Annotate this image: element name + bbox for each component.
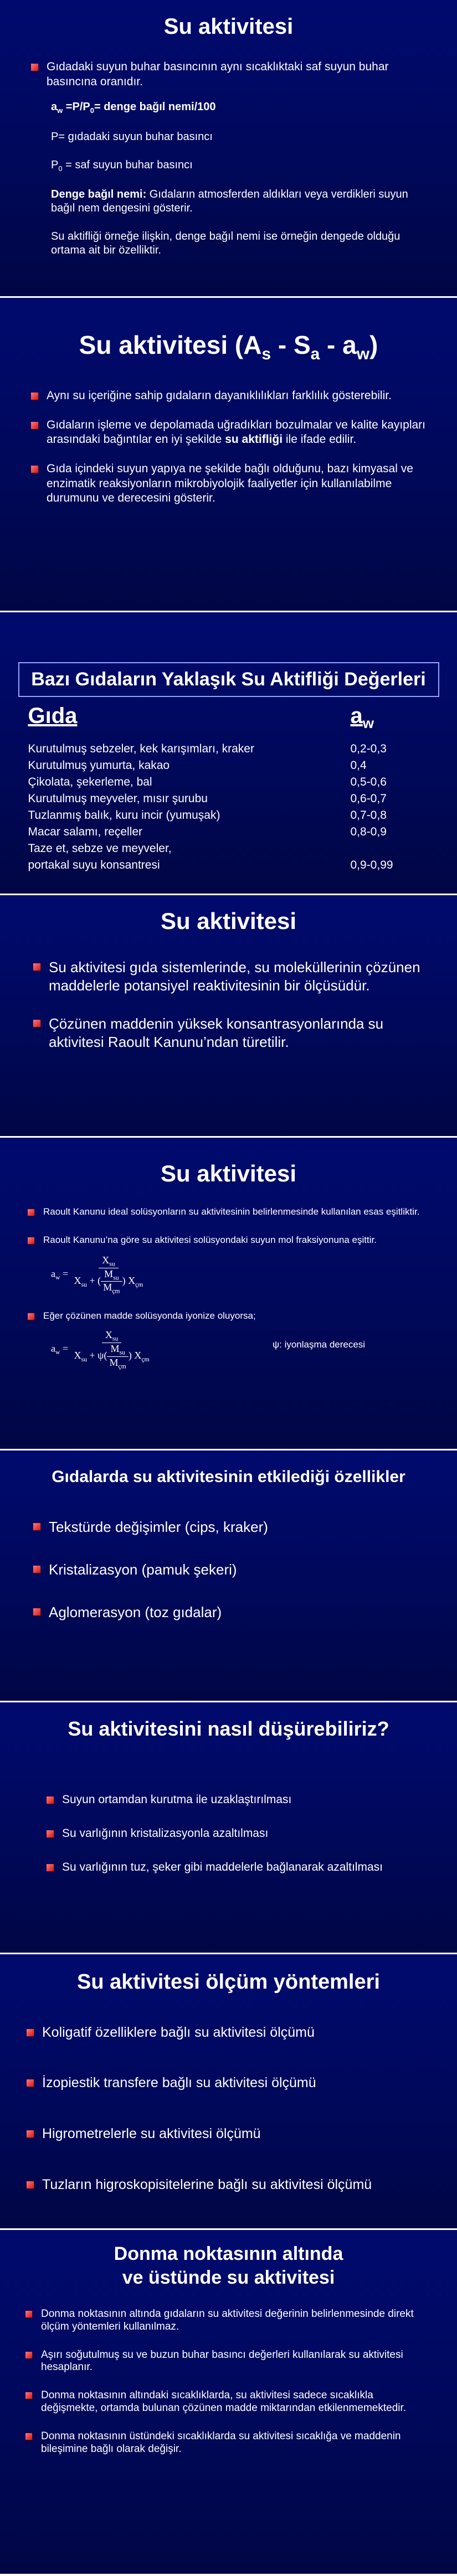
- aw-cell: 0,9-0,99: [350, 859, 393, 871]
- bullet-item: Gıdaların işleme ve depolamada uğradıkları bozulmalar ve kalite kayıpları arasındaki bağıntılar en iyi şekilde su aktifliği ile ifade edilir.: [31, 418, 433, 447]
- food-cell: Kurutulmuş yumurta, kakao: [28, 759, 170, 772]
- bullet-item: Aglomerasyon (toz gıdalar): [33, 1603, 433, 1622]
- slide-4: [0, 895, 457, 1136]
- table-row: [18, 791, 439, 807]
- bullet-item: Donma noktasının üstündeki sıcaklıklarda su aktivitesi sıcaklığa ve maddenin bileşimine bağlı olarak değişir.: [25, 2430, 433, 2456]
- slide-8: [0, 1954, 457, 2228]
- column-header-food: Gıda: [28, 704, 78, 728]
- bullet-item: Raoult Kanunu’na göre su aktivitesi solüsyondaki suyun mol fraksiyonuna eşittir.: [28, 1235, 433, 1246]
- table-header: [18, 704, 439, 732]
- slide-2: [0, 298, 457, 611]
- bullet-list: [0, 1206, 457, 1246]
- slide-9: [0, 2230, 457, 2574]
- table-row: [18, 807, 439, 824]
- ionized-formula: $a_w$ = $X_{su}$ $X_{su} + \psi$( $\frac{M_{su}}{M_{çm}}$ ) $X_{çm}$ ψ: iyonlaşma derecesi: [51, 1329, 366, 1370]
- bullet-item: Aşırı soğutulmuş su ve buzun buhar basıncı değerleri kullanılarak su aktivitesi hesaplanır.: [25, 2349, 433, 2374]
- food-cell: Kurutulmuş meyveler, mısır şurubu: [28, 792, 208, 805]
- table-row: [18, 774, 439, 791]
- bullet-item: Tekstürde değişimler (cips, kraker): [33, 1518, 433, 1536]
- bullet-item: Donma noktasının altındaki sıcaklıklarda, su aktivitesi sadece sıcaklıkla değişmekte, ortamda bulunan çözünen madde miktarından etkilenmemektedir.: [25, 2389, 433, 2415]
- bullet-item: Koligatif özelliklere bağlı su aktivitesi ölçümü: [27, 2024, 433, 2042]
- raoult-formula: $a_w$ = $X_{su}$ $X_{su}$ + ( $\frac{M_{su}}{M_{çm}}$ ) $X_{çm}$: [51, 1255, 143, 1295]
- bullet-list: [0, 1793, 457, 1875]
- slide-5: [0, 1138, 457, 1449]
- bullet-item: Kristalizasyon (pamuk şekeri): [33, 1561, 433, 1579]
- slide-title: Gıdalarda su aktivitesinin etkilediği özellikler: [52, 1468, 405, 1486]
- bullet-item: Raoult Kanunu ideal solüsyonların su aktivitesinin belirlenmesinde kullanılan esas eşitliktir.: [28, 1206, 433, 1217]
- bullet-item: Gıda içindeki suyun yapıya ne şekilde bağlı olduğunu, bazı kimyasal ve enzimatik reaksiyonların mikrobiyolojik faaliyetler için kullanılabilme durumunu ve derecesini gösterir.: [31, 462, 433, 506]
- slide-7: [0, 1702, 457, 1953]
- food-cell: Çikolata, şekerleme, bal: [28, 776, 152, 788]
- slide-1: [0, 0, 457, 296]
- bullet-item: Higrometrelerle su aktivitesi ölçümü: [27, 2125, 433, 2143]
- bullet-list: [0, 1310, 457, 1321]
- bullet-item: Donma noktasının altında gıdaların su aktivitesi değerinin belirlenmesinde direkt ölçüm yöntemleri kullanılmaz.: [25, 2308, 433, 2334]
- food-cell: Tuzlanmış balık, kuru incir (yumuşak): [28, 809, 220, 822]
- slide-3: [0, 612, 457, 894]
- formula-line: $a_w =P/P_0=$ denge bağıl nemi/100: [51, 101, 216, 115]
- table-row: [18, 741, 439, 757]
- food-cell: portakal suyu konsantresi: [28, 859, 160, 871]
- aw-cell: 0,4: [350, 759, 367, 772]
- bullet-item: Su varlığının tuz, şeker gibi maddelerle bağlanarak azaltılması: [47, 1860, 433, 1875]
- psi-note: ψ: iyonlaşma derecesi: [273, 1339, 366, 1350]
- bullet-item: Çözünen maddenin yüksek konsantrasyonlarında su aktivitesi Raoult Kanunu’ndan türetilir.: [33, 1015, 433, 1051]
- last-note: Su aktifliği örneğe ilişkin, denge bağıl nemi ise örneğin dengede olduğu ortama ait bir özelliktir.: [51, 230, 400, 256]
- bullet-item: İzopiestik transfere bağlı su aktivitesi ölçümü: [27, 2074, 433, 2092]
- bullet-list: [0, 1518, 457, 1622]
- slide-title: Su aktivitesini nasıl düşürebiliriz?: [68, 1717, 389, 1740]
- bullet-list: [0, 2024, 457, 2194]
- food-cell: Taze et, sebze ve meyveler,: [28, 842, 172, 855]
- column-header-aw: $a_w$: [350, 704, 374, 731]
- bullet-item: Aynı su içeriğine sahip gıdaların dayanıklılıkları farklılık gösterebilir.: [31, 389, 433, 404]
- slide-title: Su aktivitesi $(A_s - S_a - a_w)$: [79, 331, 378, 364]
- table-row: [18, 824, 439, 840]
- aw-cell: 0,5-0,6: [350, 776, 387, 788]
- bullet-list: [0, 389, 457, 506]
- slide-title: Su aktivitesi: [160, 1160, 297, 1186]
- slide-title: Donma noktasının altında ve üstünde su aktivitesi: [114, 2243, 343, 2288]
- denge-definition: Denge bağıl nemi: Gıdaların atmosferden aldıkları veya verdikleri suyun bağıl nem dengesini gösterir.: [51, 188, 408, 214]
- p-definition: P= gıdadaki suyun buhar basıncı: [51, 130, 213, 143]
- aw-cell: [351, 840, 428, 857]
- food-cell: Kurutulmuş sebzeler, kek karışımları, kraker: [28, 742, 254, 755]
- bullet-list: [0, 60, 457, 89]
- bullet-item: Tuzların higroskopisitelerine bağlı su aktivitesi ölçümü: [27, 2176, 433, 2194]
- aw-cell: 0,2-0,3: [350, 742, 387, 755]
- food-cell: Macar salamı, reçeller: [28, 825, 143, 838]
- aw-table: [18, 704, 439, 874]
- bullet-list: [0, 958, 457, 1051]
- slide-title: Su aktivitesi: [163, 14, 294, 39]
- aw-cell: 0,7-0,8: [350, 809, 387, 822]
- table-row: [18, 840, 439, 857]
- slide-title: Su aktivitesi ölçüm yöntemleri: [77, 1970, 380, 1994]
- p0-definition: $P_0$ = saf suyun buhar basıncı: [51, 158, 193, 173]
- bullet-item: Eğer çözünen madde solüsyonda iyonize oluyorsa;: [28, 1310, 433, 1321]
- table-row: [18, 757, 439, 774]
- slide-title: Su aktivitesi: [160, 908, 297, 934]
- table-title: Bazı Gıdaların Yaklaşık Su Aktifliği Değerleri: [18, 662, 439, 697]
- table-row: [18, 857, 439, 874]
- aw-cell: 0,8-0,9: [350, 825, 387, 838]
- bullet-list: [0, 2308, 457, 2455]
- bullet-item: Gıdadaki suyun buhar basıncının aynı sıcaklıktaki saf suyun buhar basıncına oranıdır.: [31, 60, 433, 89]
- bullet-item: Su varlığının kristalizasyonla azaltılması: [47, 1826, 433, 1841]
- slide-6: [0, 1450, 457, 1701]
- aw-cell: 0,6-0,7: [350, 792, 387, 805]
- bullet-item: Suyun ortamdan kurutma ile uzaklaştırılması: [47, 1793, 433, 1808]
- bullet-item: Su aktivitesi gıda sistemlerinde, su moleküllerinin çözünen maddelerle potansiyel reaktivitesinin bir ölçüsüdür.: [33, 958, 433, 995]
